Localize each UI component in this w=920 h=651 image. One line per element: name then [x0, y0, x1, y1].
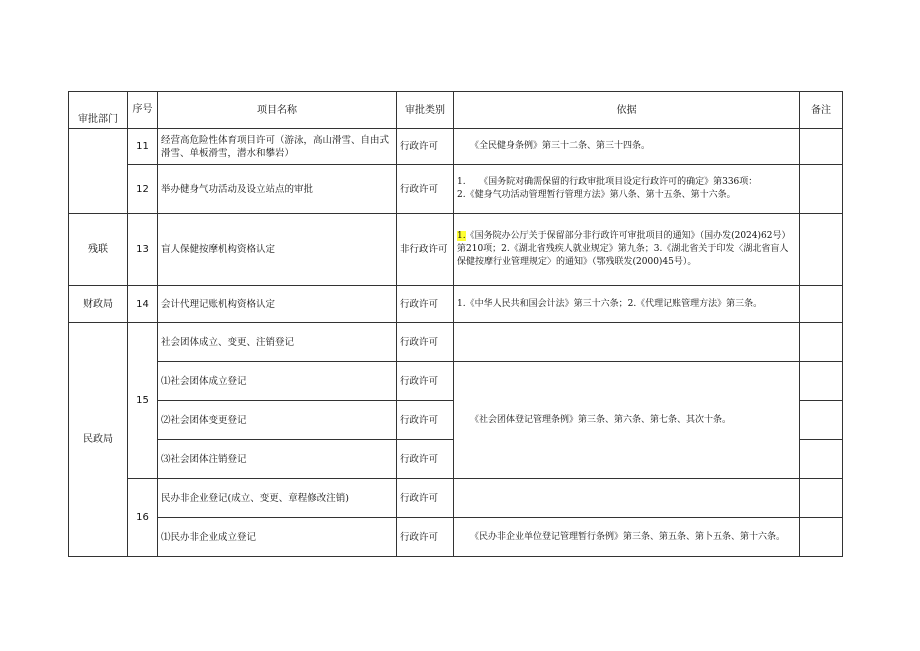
basis-cell — [454, 165, 800, 214]
header-basis: 依据 — [454, 92, 800, 129]
basis-cell: 《社会团体登记管理条例》第三条、第六条、第七条、其次十条。 — [454, 362, 800, 479]
item-name-cell: ⑶社会团体注销登记 — [158, 440, 397, 479]
remark-cell — [800, 518, 843, 557]
seq-cell: 11 — [128, 129, 158, 165]
remark-cell — [800, 286, 843, 323]
dept-cell: 财政局 — [69, 286, 128, 323]
header-category: 审批类别 — [397, 92, 454, 129]
table-row — [69, 286, 843, 323]
basis-cell — [454, 214, 800, 286]
seq-cell: 16 — [128, 479, 158, 557]
category-cell: 行政许可 — [397, 518, 454, 557]
highlight-mark: 1. — [457, 231, 466, 241]
basis-cell: 《民办非企业单位登记管理暂行条例》第三条、第五条、第卜五条、第十六条。 — [454, 518, 800, 557]
category-cell: 行政许可 — [397, 129, 454, 165]
item-name-cell: 盲人保健按摩机构资格认定 — [158, 214, 397, 286]
table-row — [69, 214, 843, 286]
seq-cell: 14 — [128, 286, 158, 323]
basis-cell-empty — [454, 323, 800, 362]
seq-cell: 15 — [128, 323, 158, 479]
category-cell: 行政许可 — [397, 323, 454, 362]
remark-cell — [800, 323, 843, 362]
item-name-cell: 社会团体成立、变更、注销登记 — [158, 323, 397, 362]
category-cell: 行政许可 — [397, 440, 454, 479]
table-row — [69, 518, 843, 557]
approval-items-table — [68, 91, 843, 557]
header-remark: 备注 — [800, 92, 843, 129]
category-cell: 行政许可 — [397, 286, 454, 323]
table-row — [69, 362, 843, 401]
remark-cell — [800, 401, 843, 440]
basis-cell-empty — [454, 479, 800, 518]
item-name-cell: ⑴社会团体成立登记 — [158, 362, 397, 401]
header-dept: 审批部门 — [69, 92, 128, 129]
basis-line: 1. 《国务院对确需保留的行政审批项目设定行政许可的确定》第336项： — [457, 177, 758, 187]
category-cell: 行政许可 — [397, 362, 454, 401]
table-row — [69, 479, 843, 518]
item-name-cell: ⑵社会团体变更登记 — [158, 401, 397, 440]
basis-cell: 《全民健身条例》第三十二条、第三十四条。 — [454, 129, 800, 165]
basis-text: 《国务院办公厅关于保留部分非行政许可审批项目的通知》（国办发(2024)62号）第210项；2.《湖北省残疾人就业规定》第九条；3.《湖北省关于印发〈湖北省盲人保健按摩行业管理规定〉的通知》（鄂残联发(2000)45号）。 — [457, 231, 791, 267]
table-row — [69, 129, 843, 165]
table-row — [69, 165, 843, 214]
category-cell: 行政许可 — [397, 479, 454, 518]
item-name-cell: 会计代理记账机构资格认定 — [158, 286, 397, 323]
dept-cell: 民政局 — [69, 323, 128, 557]
dept-cell-empty — [69, 129, 128, 214]
dept-cell: 残联 — [69, 214, 128, 286]
remark-cell — [800, 362, 843, 401]
header-name: 项目名称 — [158, 92, 397, 129]
item-name-cell: 民办非企业登记(成立、变更、章程修改注销) — [158, 479, 397, 518]
table-header-row — [69, 92, 843, 129]
remark-cell — [800, 165, 843, 214]
category-cell: 非行政许可 — [397, 214, 454, 286]
basis-line: 2.《健身气功活动管理暂行管理方法》第八条、第十五条、第十六条。 — [457, 190, 736, 200]
header-seq: 序号 — [128, 92, 158, 129]
item-name-cell: 举办健身气功活动及设立站点的审批 — [158, 165, 397, 214]
remark-cell — [800, 479, 843, 518]
remark-cell — [800, 214, 843, 286]
category-cell: 行政许可 — [397, 401, 454, 440]
table-row — [69, 323, 843, 362]
basis-cell: 1.《中华人民共和国会计法》第三十六条；2.《代理记账管理方法》第三条。 — [454, 286, 800, 323]
category-cell: 行政许可 — [397, 165, 454, 214]
seq-cell: 12 — [128, 165, 158, 214]
remark-cell — [800, 129, 843, 165]
item-name-cell: ⑴民办非企业成立登记 — [158, 518, 397, 557]
seq-cell: 13 — [128, 214, 158, 286]
remark-cell — [800, 440, 843, 479]
item-name-cell: 经营高危险性体育项目许可（游泳，高山滑雪、自由式滑雪、单板滑雪，潜水和攀岩） — [158, 129, 397, 165]
